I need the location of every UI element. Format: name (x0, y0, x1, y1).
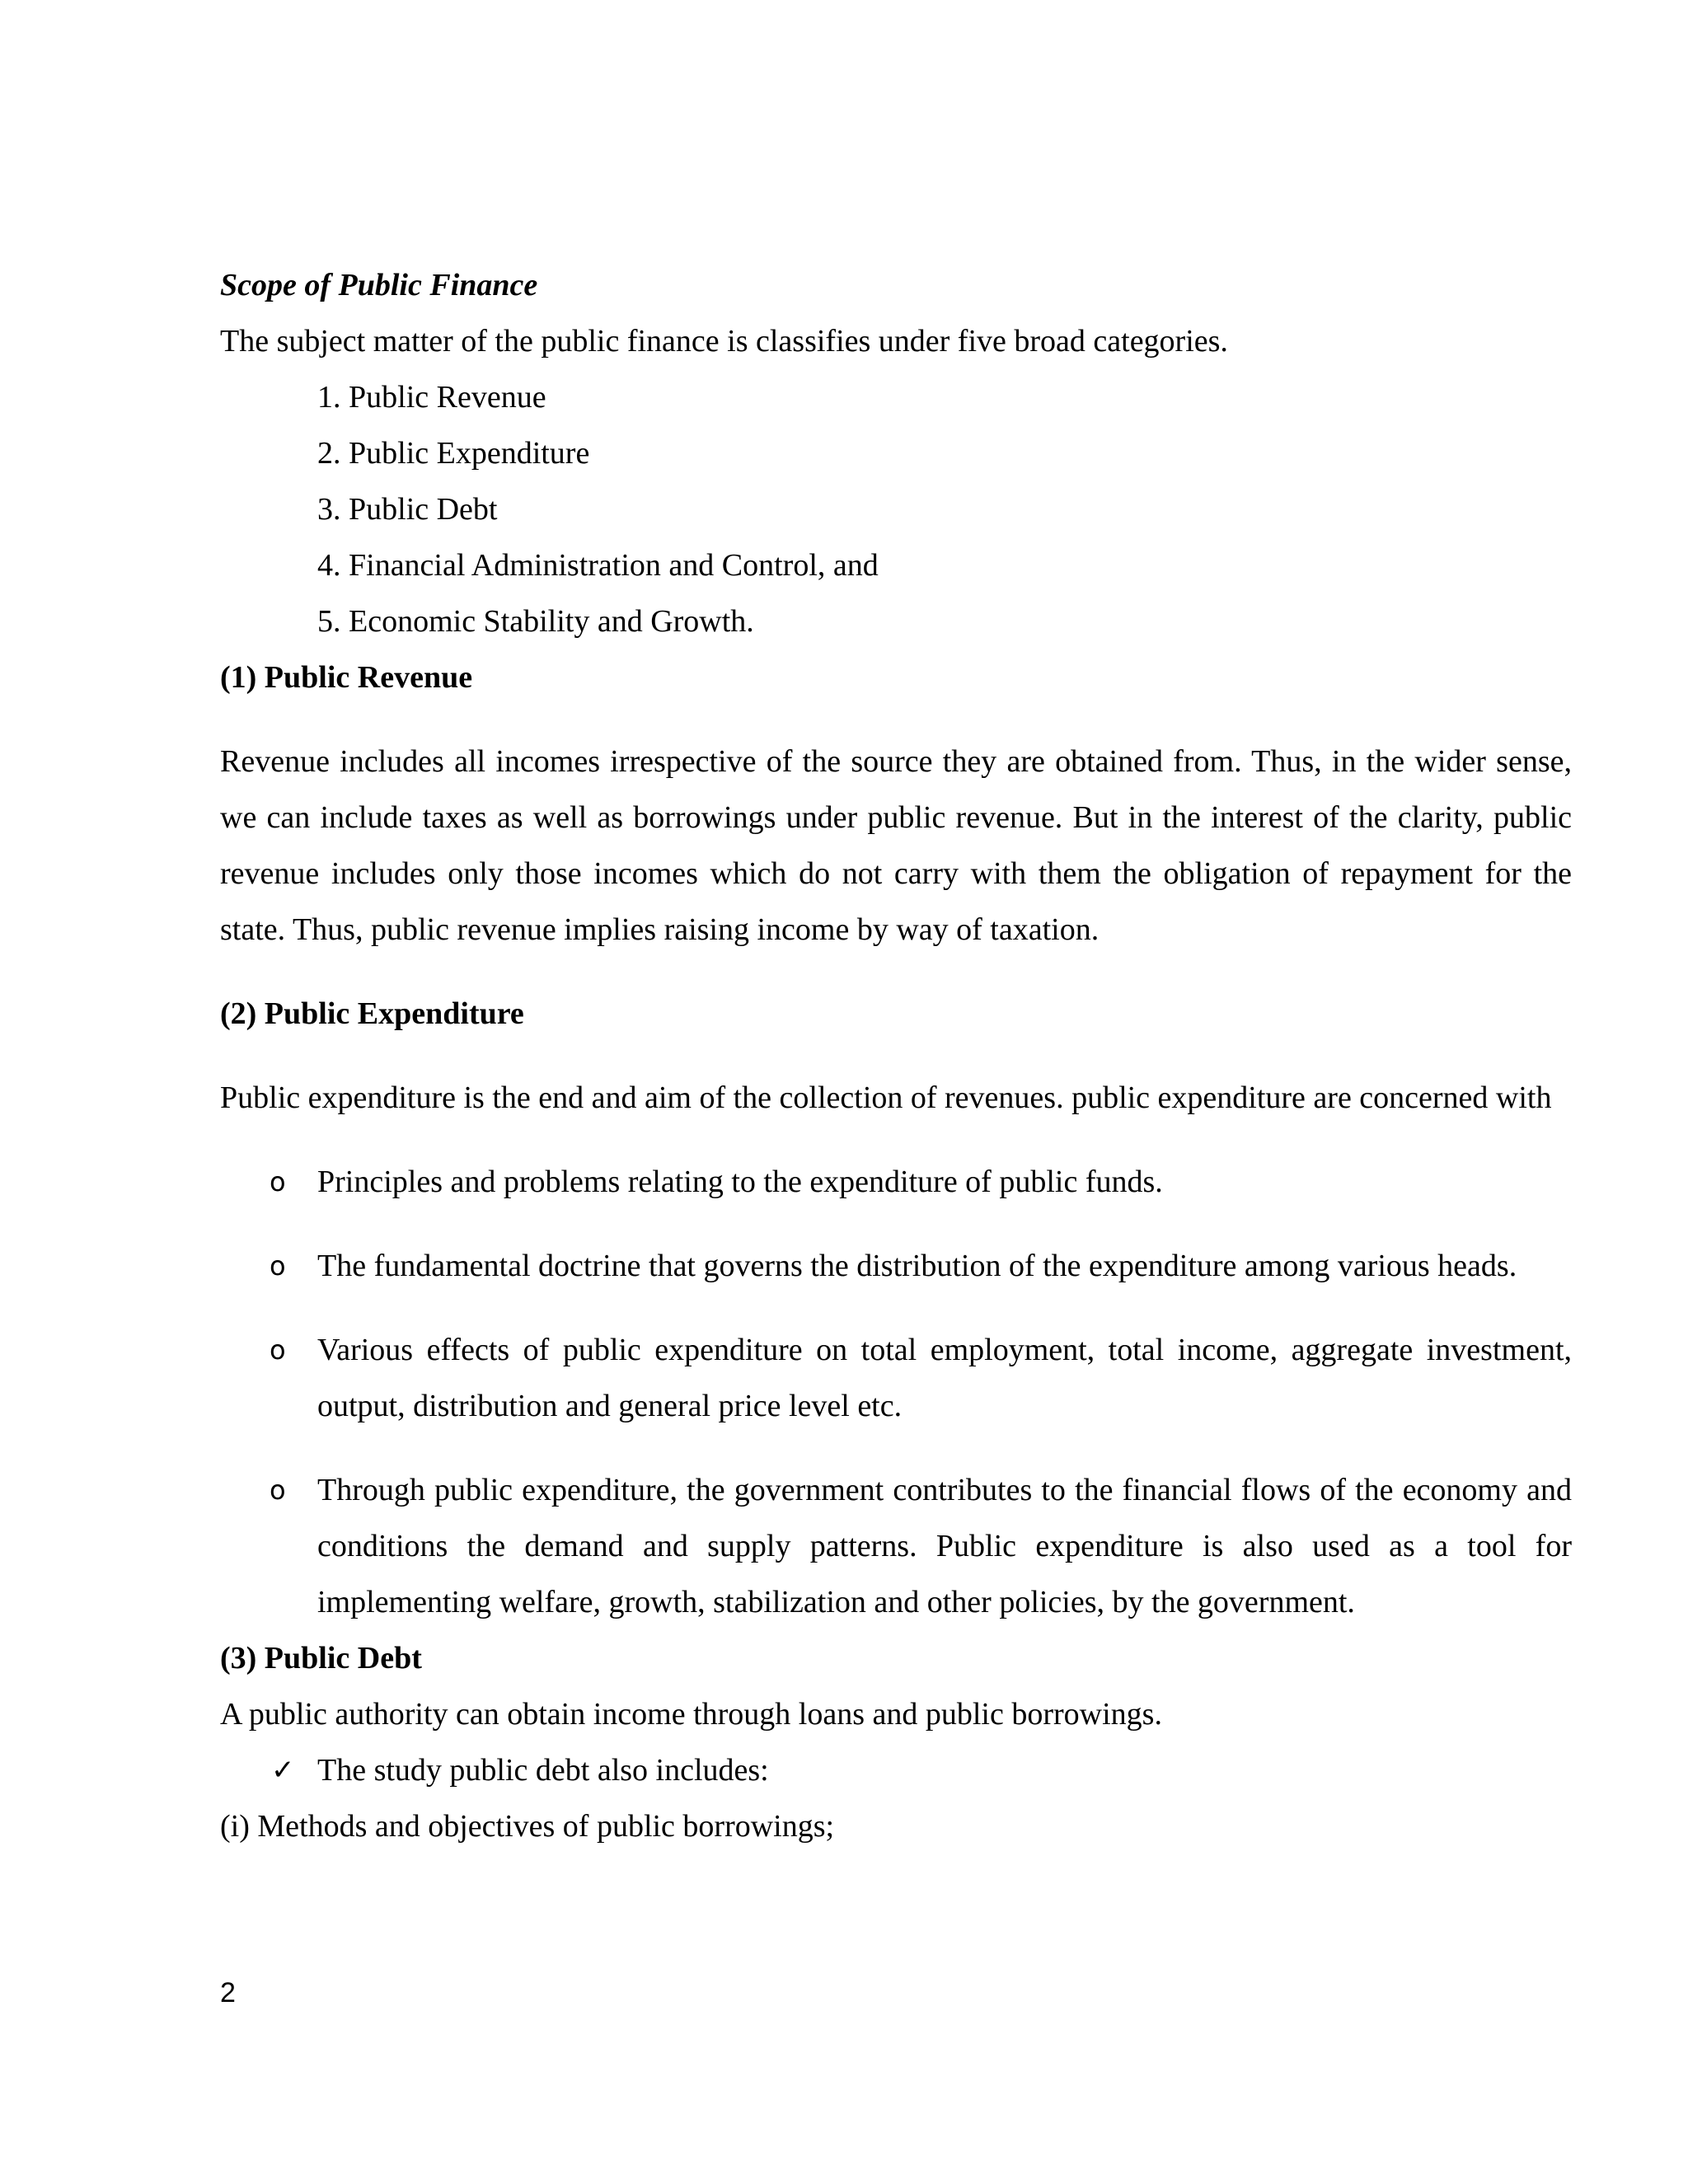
expenditure-paragraph: Public expenditure is the end and aim of the collection of revenues. public expenditure are concerned with (220, 1080, 1552, 1115)
category-item: 4. Financial Administration and Control, and (317, 548, 879, 583)
list-item-text: Various effects of public expenditure on total employment, total income, aggregate investment, output, distribution and general price level etc. (317, 1333, 1572, 1423)
category-item: 3. Public Debt (317, 492, 498, 527)
circle-bullet-icon: o (270, 1250, 286, 1282)
expenditure-bullet-list (220, 1154, 1572, 1630)
section-heading-revenue: (1) Public Revenue (220, 660, 473, 695)
check-item-text: The study public debt also includes: (317, 1753, 769, 1788)
category-item: 1. Public Revenue (317, 380, 546, 415)
category-item: 2. Public Expenditure (317, 436, 590, 471)
list-item-text: Through public expenditure, the government contributes to the financial flows of the economy and conditions the demand and supply patterns. Public expenditure is also used as a tool for implementing welfare, growth, stabilization and other policies, by the government. (317, 1473, 1572, 1619)
check-list-item (220, 1742, 1572, 1798)
circle-bullet-icon: o (270, 1334, 286, 1366)
section-heading-debt: (3) Public Debt (220, 1641, 422, 1675)
page-title: Scope of Public Finance (220, 268, 538, 302)
circle-bullet-icon: o (270, 1474, 286, 1506)
list-item (220, 1154, 1572, 1210)
list-item (220, 1462, 1572, 1630)
debt-paragraph: A public authority can obtain income through loans and public borrowings. (220, 1697, 1162, 1732)
list-item (220, 1238, 1572, 1294)
list-item-text: Principles and problems relating to the expenditure of public funds. (317, 1165, 1163, 1199)
list-item-text: The fundamental doctrine that governs the distribution of the expenditure among various heads. (317, 1249, 1517, 1283)
intro-text: The subject matter of the public finance is classifies under five broad categories. (220, 324, 1228, 359)
category-list (220, 369, 1572, 649)
checkmark-icon: ✓ (271, 1754, 295, 1787)
circle-bullet-icon: o (270, 1166, 286, 1197)
category-item: 5. Economic Stability and Growth. (317, 604, 754, 639)
revenue-paragraph: Revenue includes all incomes irrespective of the source they are obtained from. Thus, in the wider sense, we can include taxes as well as borrowings under public revenue. But in the interest of the clarity, public revenue includes only those incomes which do not carry with them the obligation of repayment for the state. Thus, public revenue implies raising income by way of taxation. (220, 744, 1572, 947)
page-content (220, 257, 1572, 1854)
section-heading-expenditure: (2) Public Expenditure (220, 996, 524, 1031)
debt-sub-item: (i) Methods and objectives of public borrowings; (220, 1809, 835, 1844)
list-item (220, 1322, 1572, 1434)
page-number: 2 (220, 1977, 236, 2008)
